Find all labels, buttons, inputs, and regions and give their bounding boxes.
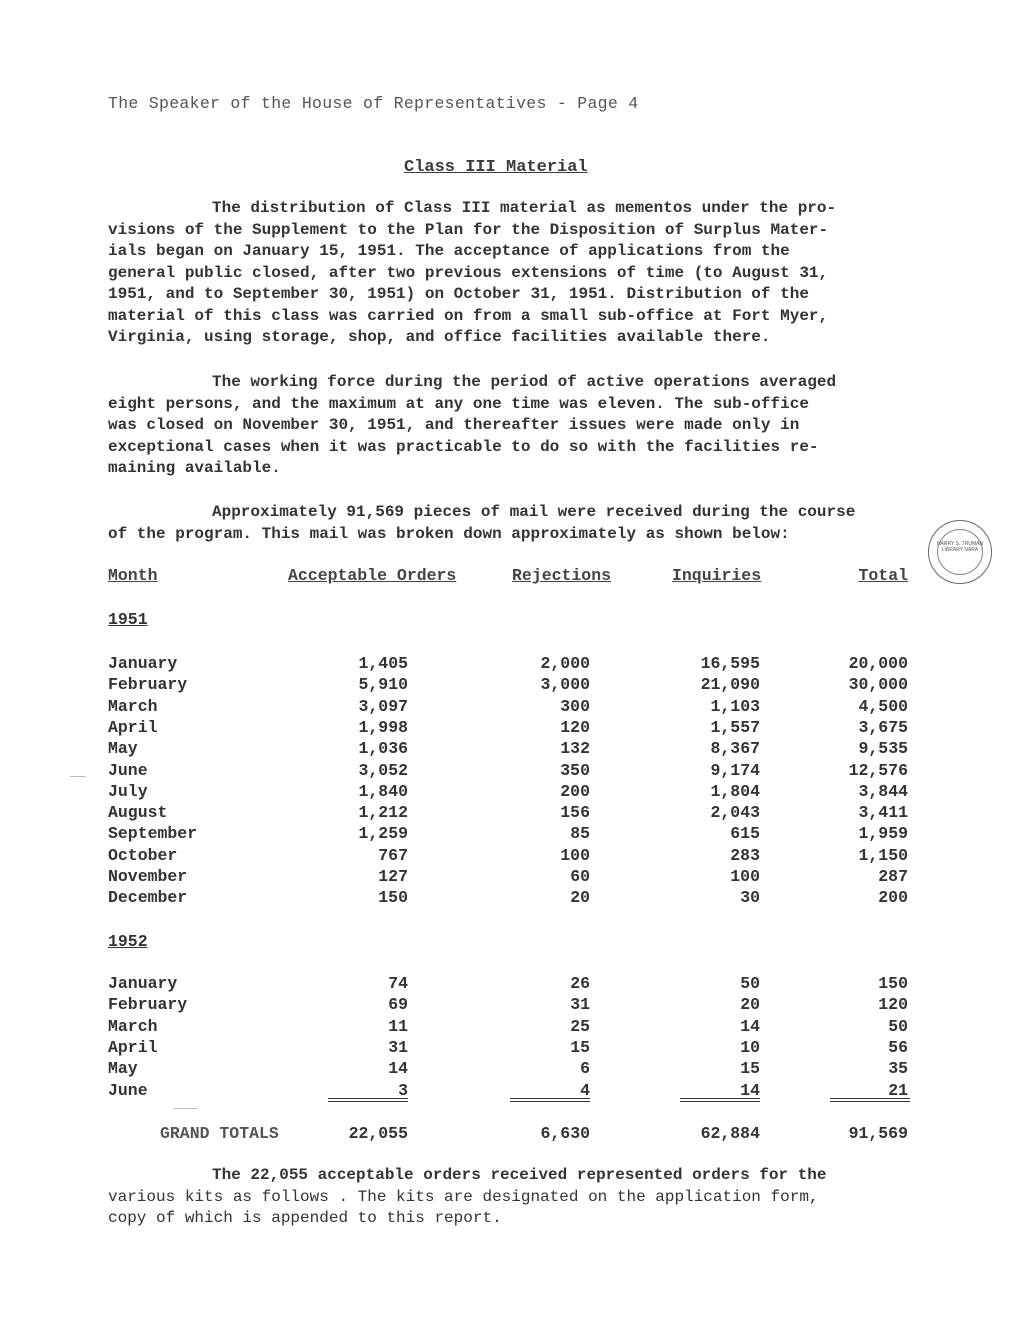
paragraph-mail: [108, 502, 918, 545]
total-rule-total: [830, 1098, 910, 1099]
cell-month: May: [108, 1059, 138, 1079]
total-rule-acceptable-double: [328, 1101, 408, 1102]
section-title: Class III Material: [404, 158, 588, 177]
paragraph-line: Approximately 91,569 pieces of mail were received during the course: [212, 503, 856, 521]
table-row: [108, 846, 908, 867]
cell-month: September: [108, 824, 198, 844]
cell-inquiries: 1,557: [710, 717, 760, 737]
cell-inquiries: 20: [740, 995, 760, 1015]
paragraph-line: was closed on November 30, 1951, and thereafter issues were made only in: [108, 416, 800, 434]
total-rule-acceptable: [328, 1098, 408, 1099]
cell-acceptable-orders: 74: [388, 974, 408, 993]
table-row: [108, 995, 908, 1016]
cell-acceptable-orders: 1,405: [358, 654, 408, 673]
cell-total: 3,844: [858, 781, 908, 801]
cell-total: 150: [878, 974, 908, 993]
cell-inquiries: 10: [740, 1037, 760, 1057]
cell-rejections: 31: [570, 995, 590, 1015]
cell-inquiries: 21,090: [700, 675, 760, 695]
cell-acceptable-orders: 767: [378, 845, 408, 865]
cell-rejections: 25: [570, 1016, 590, 1036]
cell-inquiries: 615: [730, 824, 760, 844]
cell-total: 287: [878, 867, 908, 886]
cell-inquiries: 16,595: [700, 654, 760, 673]
cell-month: February: [108, 995, 188, 1015]
cell-acceptable-orders: 31: [388, 1037, 408, 1057]
cell-rejections: 20: [570, 888, 590, 908]
cell-rejections: 2,000: [540, 654, 590, 673]
paragraph-line: 1951, and to September 30, 1951) on October 31, 1951. Distribution of the: [108, 285, 809, 303]
cell-month: November: [108, 867, 188, 886]
grand-total-rejections: 6,630: [540, 1124, 590, 1143]
paragraph-distribution: [108, 198, 918, 349]
table-row: [108, 974, 908, 995]
cell-inquiries: 9,174: [710, 760, 760, 780]
cell-rejections: 156: [560, 803, 590, 823]
cell-rejections: 132: [560, 739, 590, 759]
cell-total: 56: [888, 1037, 908, 1057]
cell-inquiries: 8,367: [710, 739, 760, 759]
cell-rejections: 26: [570, 974, 590, 993]
grand-total-acceptable: 22,055: [348, 1124, 408, 1143]
column-header-total: Total: [858, 566, 908, 585]
table-row: [108, 867, 908, 888]
cell-rejections: 3,000: [540, 675, 590, 695]
year-label-1951: 1951: [108, 610, 148, 629]
table-row: [108, 1017, 908, 1038]
cell-month: August: [108, 803, 168, 823]
cell-acceptable-orders: 1,259: [358, 824, 408, 844]
cell-total: 12,576: [848, 760, 908, 780]
cell-acceptable-orders: 3,052: [358, 760, 408, 780]
table-row: [108, 782, 908, 803]
cell-total: 9,535: [858, 739, 908, 759]
cell-acceptable-orders: 3: [398, 1080, 408, 1100]
cell-inquiries: 14: [740, 1080, 760, 1100]
cell-total: 3,675: [858, 717, 908, 737]
cell-inquiries: 100: [730, 867, 760, 886]
cell-month: October: [108, 845, 178, 865]
table-row: [108, 697, 908, 718]
cell-rejections: 15: [570, 1037, 590, 1057]
paragraph-line: eight persons, and the maximum at any one time was eleven. The sub-office: [108, 394, 809, 413]
cell-acceptable-orders: 1,036: [358, 739, 408, 759]
paragraph-line: The distribution of Class III material as mementos under the pro-: [212, 199, 837, 217]
column-header-month: Month: [108, 566, 158, 585]
cell-month: January: [108, 654, 178, 673]
grand-totals-row: [108, 1124, 908, 1145]
cell-total: 200: [878, 888, 908, 908]
cell-rejections: 120: [560, 717, 590, 737]
cell-total: 20,000: [848, 654, 908, 673]
paragraph-line: material of this class was carried on from a small sub-office at Fort Myer,: [108, 306, 829, 325]
cell-month: June: [108, 1080, 148, 1100]
column-header-inquiries: Inquiries: [672, 566, 762, 585]
total-rule-rejections: [510, 1098, 590, 1099]
total-rule-total-double: [830, 1101, 910, 1102]
cell-acceptable-orders: 1,840: [358, 781, 408, 801]
paragraph-line: of the program. This mail was broken down approximately as shown below:: [108, 524, 790, 543]
margin-mark: [174, 1108, 198, 1109]
table-row: [108, 1038, 908, 1059]
cell-acceptable-orders: 1,998: [358, 717, 408, 737]
cell-total: 35: [888, 1059, 908, 1079]
cell-acceptable-orders: 150: [378, 888, 408, 908]
library-stamp: [928, 520, 992, 584]
cell-inquiries: 14: [740, 1016, 760, 1036]
paragraph-line: exceptional cases when it was practicable to do so with the facilities re-: [108, 437, 819, 456]
paragraph-line: general public closed, after two previous extensions of time (to August 31,: [108, 263, 829, 282]
cell-rejections: 85: [570, 824, 590, 844]
cell-rejections: 60: [570, 867, 590, 886]
cell-rejections: 300: [560, 696, 590, 716]
cell-month: December: [108, 888, 188, 908]
paragraph-kits: [108, 1165, 918, 1230]
paragraph-line: visions of the Supplement to the Plan for the Disposition of Surplus Mater-: [108, 220, 829, 239]
cell-acceptable-orders: 11: [388, 1016, 408, 1036]
table-row: [108, 654, 908, 675]
cell-total: 120: [878, 995, 908, 1015]
cell-rejections: 6: [580, 1059, 590, 1079]
cell-month: March: [108, 696, 158, 716]
paragraph-line: The working force during the period of active operations averaged: [212, 373, 837, 391]
cell-month: January: [108, 974, 178, 993]
cell-total: 1,959: [858, 824, 908, 844]
cell-total: 50: [888, 1016, 908, 1036]
paragraph-working-force: [108, 372, 918, 480]
cell-acceptable-orders: 3,097: [358, 696, 408, 716]
paragraph-line: The 22,055 acceptable orders received represented orders for the: [212, 1166, 827, 1184]
cell-acceptable-orders: 127: [378, 867, 408, 886]
paragraph-line: maining available.: [108, 459, 281, 477]
table-row: [108, 739, 908, 760]
total-rule-rejections-double: [510, 1101, 590, 1102]
column-header-rejections: Rejections: [512, 566, 612, 585]
cell-inquiries: 2,043: [710, 803, 760, 823]
total-rule-inquiries-double: [680, 1101, 760, 1102]
cell-inquiries: 1,804: [710, 781, 760, 801]
table-row: [108, 1081, 908, 1102]
cell-month: March: [108, 1016, 158, 1036]
cell-inquiries: 50: [740, 974, 760, 993]
cell-acceptable-orders: 5,910: [358, 675, 408, 695]
table-row: [108, 803, 908, 824]
cell-rejections: 100: [560, 845, 590, 865]
table-row: [108, 1059, 908, 1080]
table-row: [108, 675, 908, 696]
cell-month: July: [108, 781, 148, 801]
cell-rejections: 350: [560, 760, 590, 780]
cell-month: June: [108, 760, 148, 780]
table-row: [108, 888, 908, 909]
cell-inquiries: 283: [730, 845, 760, 865]
cell-rejections: 4: [580, 1080, 590, 1100]
cell-total: 3,411: [858, 803, 908, 823]
grand-total-inquiries: 62,884: [700, 1124, 760, 1143]
column-header-acceptable-orders: Acceptable Orders: [288, 566, 457, 585]
cell-month: May: [108, 739, 138, 759]
cell-acceptable-orders: 69: [388, 995, 408, 1015]
paragraph-line: Virginia, using storage, shop, and office facilities available there.: [108, 328, 771, 346]
cell-total: 1,150: [858, 845, 908, 865]
cell-month: February: [108, 675, 188, 695]
grand-total-total: 91,569: [848, 1124, 908, 1143]
total-rule-inquiries: [680, 1098, 760, 1099]
paragraph-line: copy of which is appended to this report.: [108, 1209, 502, 1227]
cell-total: 4,500: [858, 696, 908, 716]
cell-inquiries: 15: [740, 1059, 760, 1079]
paragraph-line: various kits as follows . The kits are designated on the application form,: [108, 1187, 819, 1206]
paragraph-line: ials began on January 15, 1951. The acceptance of applications from the: [108, 242, 790, 260]
stamp-text: HARRY S. TRUMAN LIBRARY NARA: [936, 541, 984, 553]
cell-month: April: [108, 1037, 158, 1057]
cell-acceptable-orders: 14: [388, 1059, 408, 1079]
table-row: [108, 718, 908, 739]
table-row: [108, 824, 908, 845]
cell-inquiries: 30: [740, 888, 760, 908]
page-header: The Speaker of the House of Representatives - Page 4: [108, 94, 639, 113]
cell-rejections: 200: [560, 781, 590, 801]
cell-inquiries: 1,103: [710, 696, 760, 716]
cell-month: April: [108, 717, 158, 737]
table-row: [108, 761, 908, 782]
year-label-1952: 1952: [108, 932, 148, 951]
cell-total: 30,000: [848, 675, 908, 695]
margin-mark: [70, 776, 86, 777]
grand-totals-label: GRAND TOTALS: [160, 1124, 279, 1143]
cell-total: 21: [888, 1080, 908, 1100]
cell-acceptable-orders: 1,212: [358, 803, 408, 823]
